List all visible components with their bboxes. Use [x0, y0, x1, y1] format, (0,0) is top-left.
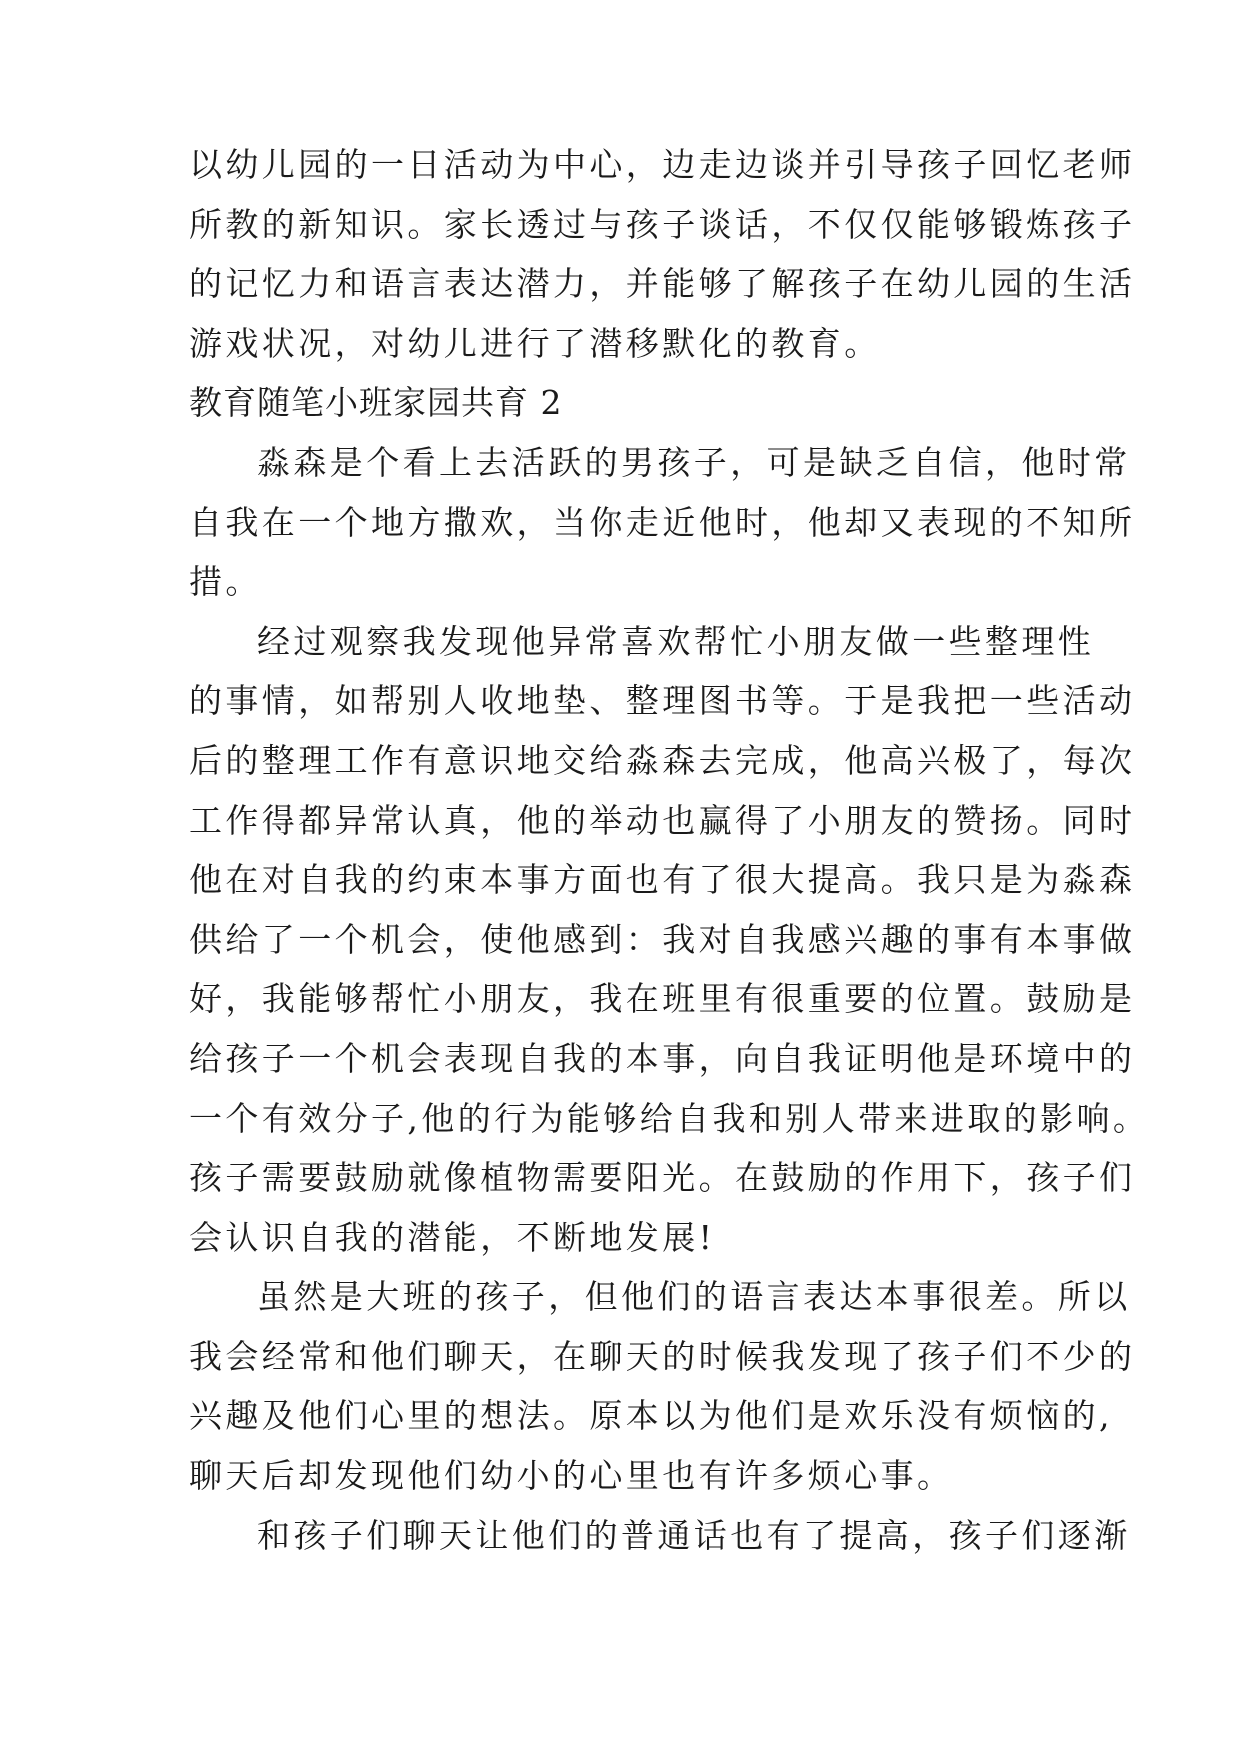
text-line: 的事情，如帮别人收地垫、整理图书等。于是我把一些活动: [189, 681, 1136, 721]
text-line: 好，我能够帮忙小朋友，我在班里有很重要的位置。鼓励是: [189, 979, 1136, 1019]
paragraph-first-line: 虽然是大班的孩子，但他们的语言表达本事很差。所以: [257, 1277, 1131, 1317]
document-body: [189, 135, 1150, 1565]
text-line: 的记忆力和语言表达潜力，并能够了解孩子在幼儿园的生活: [189, 264, 1136, 304]
text-line: 自我在一个地方撒欢，当你走近他时，他却又表现的不知所: [189, 502, 1136, 542]
text-line: 聊天后却发现他们幼小的心里也有许多烦心事。: [189, 1456, 954, 1496]
text-line: 他在对自我的约束本事方面也有了很大提高。我只是为淼森: [189, 860, 1136, 900]
text-line: 供给了一个机会，使他感到：我对自我感兴趣的事有本事做: [189, 919, 1136, 959]
text-line: 后的整理工作有意识地交给淼森去完成，他高兴极了，每次: [189, 740, 1136, 780]
text-line: 一个有效分子,他的行为能够给自我和别人带来进取的影响。: [189, 1098, 1150, 1138]
text-line: 以幼儿园的一日活动为中心，边走边谈并引导孩子回忆老师: [189, 145, 1136, 184]
text-line: 措。: [189, 562, 262, 602]
text-line: 孩子需要鼓励就像植物需要阳光。在鼓励的作用下，孩子们: [189, 1158, 1136, 1198]
text-line: 给孩子一个机会表现自我的本事，向自我证明他是环境中的: [189, 1038, 1136, 1078]
section-heading: 教育随笔小班家园共育 2: [189, 383, 563, 423]
text-line: 游戏状况，对幼儿进行了潜移默化的教育。: [189, 323, 881, 363]
text-line: 会认识自我的潜能，不断地发展!: [189, 1217, 716, 1257]
text-line: 我会经常和他们聊天，在聊天的时候我发现了孩子们不少的: [189, 1336, 1136, 1376]
text-line: 兴趣及他们心里的想法。原本以为他们是欢乐没有烦恼的,: [189, 1396, 1113, 1436]
paragraph-first-line: 淼森是个看上去活跃的男孩子，可是缺乏自信，他时常: [257, 442, 1131, 482]
text-line: 所教的新知识。家长透过与孩子谈话，不仅仅能够锻炼孩子: [189, 204, 1136, 244]
paragraph-first-line: 经过观察我发现他异常喜欢帮忙小朋友做一些整理性: [257, 621, 1095, 661]
paragraph-first-line: 和孩子们聊天让他们的普通话也有了提高，孩子们逐渐: [257, 1515, 1131, 1555]
text-line: 工作得都异常认真，他的举动也赢得了小朋友的赞扬。同时: [189, 800, 1136, 840]
